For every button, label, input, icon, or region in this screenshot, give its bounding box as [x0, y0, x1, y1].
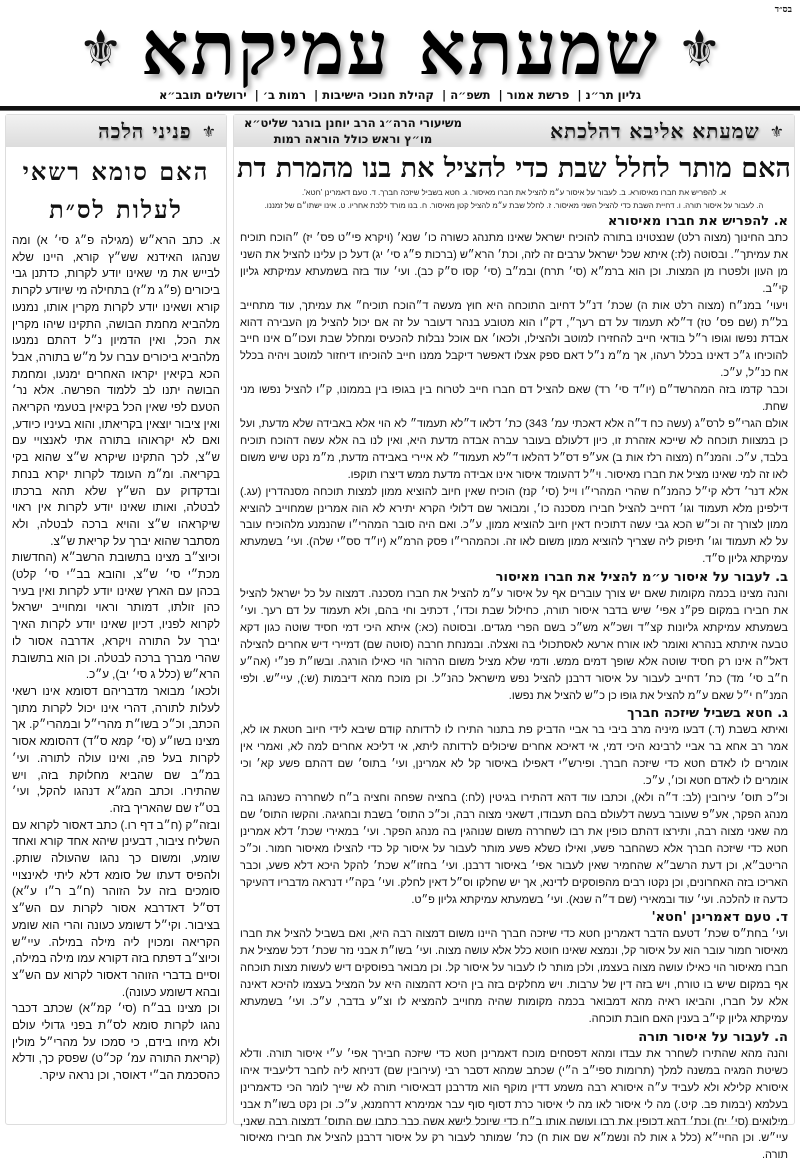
paragraph: וכיוצ״ב מצינו בתשובת הרשב״א (החדשות מכת״י סי׳ ש״צ, והובא בב״י סי׳ קלט) בכהן עם הארץ שאינו יודע לקרות ואין בעיר כהן זולתו, דמותר וראוי ומחוייב ישראל לקרוא לפניו, דכיון שאינו יודע לקרות האיך יברך על התורה ויקרא, אדרבה אסור לו שהרי מברך ברכה לבטלה. וכן הוא בתשובת הרא״ש (כלל ג סי׳ יב), ע״כ. [12, 551, 220, 682]
author-line-1: משיעורי הרה״ג הרב יוחנן בורגר שליט״א [244, 116, 462, 130]
paragraph: ועי׳ בחת״ס שכת׳ דטעם הדבר דאמרינן חטא כדי שיזכה חברך היינו משום דמצוה רבה היא, ואם בשביל להציל את חברו מאיסור חמור עובר הוא על איסור קל, ונמצא שאינו חוטא כלל אלא עושה מצוה. ועי׳ בשו״ת אבני נזר שכת׳ דכל שמציל את חברו מאיסור הוי כאילו עושה מצוה בעצמו, ולכן מותר לו לעבור על איסור קל. וכן מבואר בפוסקים דיש לעשות מצות תוכחה אף במקום שיש בו טורח, ויש בזה דין של ערבות. ויש מחלקים בזה בין היכא דהמצוה היא על המציל בעצמו להיכא דאינה אלא על חברו, והביאו ראיה מהא דמבואר בכמה מקומות שהיה מחוייב להמציא לו וצ״ע בדבר, ע״כ. ועי׳ בשמעתא עמיקתא גליון קי״ב בענין האם חובת תוכחה. [240, 928, 788, 1025]
paragraph: ואיתא בשבת (ד.) דבעו מיניה מרב ביבי בר אביי הדביק פת בתנור התירו לו לרדותה קודם שיבא לידי חיוב חטאת או לא, אמר רב אחא בר אביי לרבינא היכי דמי, אי דאיכא אחרים שיכולים לרדותה ליתא, אי דליכא אחרים למה לא, ואמרי אין אומרים לו לאדם חטא כדי שיזכה חברך. ופירש״י דאפילו באיסור קל לא אמרינן, ועי׳ בתוס׳ שם דהתם פשע קא׳ וכי אומרים לו לאדם חטא וכו׳, ע״כ. [240, 724, 788, 788]
city: ירושלים תובב״א [158, 88, 247, 102]
section-b [234, 569, 794, 704]
bsd-mark: בס״ד [774, 5, 792, 15]
side-article-title [6, 153, 226, 229]
fleur-de-lis-icon: ⚜ [676, 20, 722, 78]
main-column [233, 114, 795, 1162]
paragraph: וכ״כ תוס׳ עירובין (לב: ד״ה ולא), וכתבו עוד דהא דהתירו בגיטין (לח:) בחציה שפחה וחציה ב״ח לשחררה כשנהגו בה מנהג הפקר, אע״פ שעובר בעשה דלעולם בהם תעבודו, דשאני מצוה רבה, וכ״כ התוס׳ בשבת ובחגיגה. והקשו התוס׳ שם מה שאני מצוה רבה, ותירצו דהתם כופין את רבו לשחררה משום שנוהגין בה מנהג הפקר. ועי׳ במאירי שכת׳ דלא אמרינן חטא כדי שיזכה חברך אלא כשהחבר פשע, ואילו כשלא פשע מותר לעבור על איסור קל כדי להצילו מאיסור חמור. וכ״כ הריטב״א, וכן דעת הרשב״א שהחמיר שאין לעבור אפי׳ באיסור דרבנן. ועי׳ בחזו״א שכת׳ להקל היכא דלא פשע, וכבר האריכו בזה האחרונים, וכן נקטו רבים מהפוסקים לדינא, אך יש שחלקו וס״ל דאין לחלק. ועי׳ בקה״י דנראה מדבריו דהעיקר כדעה זו להלכה. ועי׳ עוד ובמאירי (שם ד״ה שנא). ועי׳ בשמעתא עמיקתא גליון פ״ט. [240, 792, 788, 906]
paragraph: וכן מצינו בב״ח (סי׳ קמ״א) שכתב דכבר נהגו לקרות סומא לס״ת בפני גדולי עולם ולא מיחו בידם, כי סמכו על מהרי״ל מולין (קריאת התורה עמ׳ קכ״ט) שפסק כך, ודלא כהסכמת הב״י דאוסר, וכן נראה עיקר. [12, 1002, 220, 1083]
table-of-contents [234, 186, 794, 212]
section-heading: ה. לעבור על איסור תורה [638, 1029, 788, 1045]
paragraph: אלא דנר׳ דלא קי״ל כהמנ״ח שהרי המהרי״ו וייל (סי׳ קנז) הוכיח שאין חיוב להוציא ממון למצות תוכחה מסנהדרין (עג.) דילפינן מלא תעמוד וגו׳ דחייב להציל חבירו מסכנה כו׳, ומבואר שם דלולי הקרא יתירא לא הוה אמרינן שמחוייב להוציא ממון לצורך זה וכ״ש הכא גבי עשה דתוכיח דאין חיוב להוציא ממון, ע״כ. ואם היה סובר המהרי״ו שהנמנע מלהוכיח עובר על לא תעמוד וגו׳ תיפוק ליה שצריך להוציא ממון משום לאו זה. וכהמהרי״ו פסק הרמ״א (יו״ד סס״י שלה). ועי׳ בשמעתא עמיקתא גליון ס״ד. [240, 485, 788, 566]
fleur-de-lis-icon: ⚜ [78, 20, 124, 78]
paragraph: וכבר קדמו בזה המהרשד״ם (יו״ד סי׳ רד) שאם להציל דם חברו חייב לטרוח בין בגופו בין בממונו, ק״ו להציל נפשו מני שחת. [240, 384, 788, 414]
fleur-de-lis-icon: ⚜ [769, 121, 784, 141]
section-heading: ד. טעם דאמרינן 'חטא' [651, 910, 788, 926]
section-d [234, 909, 794, 1027]
section-e [234, 1029, 794, 1164]
main-banner [234, 115, 794, 147]
header-divider [0, 106, 800, 111]
fleur-de-lis-icon: ⚜ [201, 121, 216, 141]
section-heading: א. להפריש את חברו מאיסורא [607, 214, 788, 229]
masthead [0, 6, 800, 92]
section-heading: ב. לעבור על איסור ע״מ להציל את חברו מאיסור [495, 570, 788, 586]
issue-info: גליון תר״נ| פרשת אמור| תשפ״ה| קהילת חנוכי הישיבות| רמות ב׳| ירושלים תובב״א [158, 88, 642, 102]
paragraph: והנה מצינו בכמה מקומות שאם יש צורך עוברים אף על איסור ע״מ להציל את חברו מסכנה. דמצוה על כל ישראל להציל את חבירו במקום פק״נ אפי׳ שיש בדבר איסור תורה, כחילול שבת וכדו׳, דכתיב וחי בהם, ולא תעמוד על דם רעך. ועי׳ בשמעתא עמיקתא גליונות קצ״ד ושכ״א מש״כ בשם הפרי מגדים. ובסוטה (כא:) איתא היכי דמי חסיד שוטה כגון דקא טבעה איתתא בנהרא ואומר לאו אורח ארעא לאסתכולי בה ואצלה. ובמנחת חרבה (סוטה שם) דמיירי דיש אחרים להצילה דאל״ה אינו רק חסיד שוטה אלא שופך דמים ממש. ודמי שלא מציל משום הרהור הוי כאילו הורגה. ובשו״ת פנ״י (אה״ע ח״ב סי׳ מד) כת׳ דחייב לעבור על איסור דרבנן להציל נפש מישראל כהנ״ל. וכן מוכח מהא דיבמות (ש:), עיי״ש. ולפי המנ״ח י״ל שאם ע״מ להציל את גופו כן כ״ש להציל את נפשו. [240, 588, 788, 702]
paragraph: ובזה״ק (ח״ב דף רו.) כתב דאסור לקרוא עם השליח ציבור, דבעינן שיהא אחד קורא ואחד שומע, ומשום כך נהגו שהעולה שותק. ולהפיס דעתו של סומא דלא ליתי לאינצויי סומכים בזה על הזוהר (ח״ב ר״ו ע״א) דס״ל דאדרבא אסור לקרות עם הש״צ בציבור. וקי״ל דשומע כעונה והרי הוא שומע הקריאה ומכוין ליה מילה במילה. עיי״ש וכיוצ״ב דפתח בזה דקורא עמו מילה במילה, וסיים בדברי הזוהר דאסור לקרוא עם הש״צ ובהא דשומע כעונה). [12, 818, 220, 999]
title-line: האם סומא רשאי [22, 157, 210, 186]
paragraph: א. כתב הרא״ש (מגילה פ״ג סי׳ א) ומה שנהגו האידנא שש״ץ קורא, היינו שלא לבייש את מי שאינו יודע לקרות, כדתנן גבי ביכורים (פ״ג מ״ז) בתחילה מי שיודע לקרות קורא ושאינו יודע לקרות מקרין אותו, נמנעו מלהביא מחמת הבושה, התקינו שיהו מקרין את הכל, ואין הדמיון נ״ל דהתם נמנעו מלהביא ביכורים עברו על מ״ש בתורה, אבל הכא בקיאין יקראו האחרים ימנעו, ומחמת הבושה יתנו לב ללמוד הפרשה. אלא נר׳ הטעם לפי שאין הכל בקיאין בטעמי הקריאה ואין ציבור יוצאין בקריאתו, והוא בעיניו כיודע, ואם לא יקראוהו בתורה אתי לאנצויי עם ש״צ, לכך התקינו שיקרא ש״צ שהוא בקי בקריאה. ומ״מ העומד לקרות יקרא בנחת ובדקדוק עם הש״ץ שלא תהא ברכתו לבטלה, ואותו שאינו יודע לקרות אין ראוי שיקראהו ש״צ והויא ברכה לבטלה, ולא מסתבר שהוא יברך על קריאת ש״צ. [12, 234, 220, 548]
author-line-2: מו״ץ וראש כולל הוראה רמות [273, 132, 433, 146]
side-column [5, 114, 227, 1125]
section-a [234, 213, 794, 568]
article-title: האם מותר לחלל שבת כדי להציל את בנו מהמרת דת [237, 153, 791, 184]
newsletter-title: שמעתא עמיקתא [141, 5, 659, 92]
author-credit [244, 115, 462, 147]
section-heading: ג. חטא בשביל שיזכה חברך [627, 706, 788, 722]
paragraph: כתב החינוך (מצוה רלט) שנצטוינו בתורה להוכיח ישראל שאינו מתנהג כשורה כו׳ שנא׳ (ויקרא פי״ט פס׳ יז) ״הוכח תוכיח את עמיתך״. ובסוטה (לז:) איתא שכל ישראל ערבים זה לזה, וכת׳ הרא״ש (ברכות פ״ג סי׳ יג) דעל כן עלינו להציל את השני מן העון ולפטרו מן המצות. וכן הוא ברמ״א (סי׳ תרח) ובמ״ב (סי׳ קסו ס״ק כב). ועי׳ עוד בזה בשמעתא עמיקתא גליון קי״ב. [240, 232, 788, 295]
paragraph: ולכאו׳ מבואר מדבריהם דסומא אינו רשאי לעלות לתורה, דהרי אינו יכול לקרות מתוך הכתב, וכ״כ בשו״ת מהרי״ל ובמהרי״ק. אך מצינו בשו״ע (סי׳ קמא ס״ד) דהסומא אסור לקרות בעל פה, ואינו עולה לתורה. ועי׳ במ״ב שם שהביא מחלוקת בזה, ויש שהתירו. וכתב המג״א דנהגו להקל, ועי׳ בט״ז שם שהאריך בזה. [12, 684, 220, 815]
community: קהילת חנוכי הישיבות [322, 88, 434, 102]
paragraph: והנה מהא שהתירו לשחרר את עבדו ומהא דפסחים מוכח דאמרינן חטא כדי שיזכה חבירך אפי׳ ע״י איסור תורה. ודלא כשיטת המגיה במשנה למלך (תרומות ספי״ב ה״י) שכתב שמהא דסבר רבי (עירובין שם) דניחא ליה לחבר דליעביד איהו איסורא קלילא ולא לעביד ע״ה איסורא רבה משמע דדין מוקף הוא מדרבנן דבאיסורי תורה לא שייך לומר הכי כדאמרינן בעלמא (יבמות פב. קיט.) מה לי איסור לאו מה לי איסור כרת דסוף סוף עבר אמימרא דרחמנא, ע״כ. וכן נקט בשו״ת אבני מילואים (סי׳ יח) וכת׳ דהא דכופין את רבו ועושה אותו ב״ח כדי שיוכל לישא אשה כבר כתבו שם התוס׳ דמצוה רבה שאני, עיי״ש. וכן החיי״א (כלל ג אות לה ונשמ״א שם אות ח) כת׳ שמותר לעבור רק על איסור דרבנן להציל את חבירו מאיסור תורה. [240, 1047, 788, 1162]
toc-line: ה. לעבור על איסור תורה. ו. דחיית השבת כדי להציל השני מאיסור. ז. לחלל שבת ע״מ להציל קטן מאיסור. ח. בנו מורד ללכת אחריו. ט. אינו ישתו״ם של זמננו. [264, 201, 764, 210]
title-line: לעלות לס״ת [49, 195, 183, 224]
issue-number: גליון תר״נ [585, 88, 642, 102]
toc-line: א. להפריש את חברו מאיסורא. ב. לעבור על איסור ע״מ להציל את חברו מאיסור. ג. חטא בשביל שיזכה חברך. ד. טעם דאמרינן 'חטא'. [301, 188, 727, 197]
neighborhood: רמות ב׳ [262, 88, 307, 102]
side-banner-title: פניני הלכה [98, 118, 192, 143]
side-banner [6, 115, 226, 147]
parasha: פרשת אמור [506, 88, 570, 102]
paragraph: ויעוי׳ במנ״ח (מצוה רלט אות ה) שכת׳ דנ״ל דחיוב התוכחה היא חוץ מעשה ד״הוכח תוכיח״ את עמיתך, עוד מתחייב בל״ת (שם פס׳ טז) ד״לא תעמוד על דם רעך״, דק״ו הוא מטובע בנהר דעובר על זה אם יכול להציל מן העבירה דהוא אבדת נפשו וגופו ר״ל בודאי חייב להחזירו למוטב ולהצילו, ולכאו׳ אם אוכל נבלות להכעיס ומחלל שבת ועכו״ם אינו חייב להוכיחו ג״כ דאינו בכלל רעהו, אך מ״מ נ״ל דאם ספק אצלו דאפשר דיקבל ממנו חייב להוכיחו דיחזור למוטב ויהיה בכלל אח כנ״ל, ע״כ. [240, 299, 788, 380]
section-c [234, 705, 794, 908]
year: תשפ״ה [450, 88, 491, 102]
main-banner-title: שמעתא אליבא דהלכתא [550, 118, 760, 143]
paragraph: אולם הגרי״פ לרס״ג (עשה כח ד״ה אלא דאכתי עמ׳ 343) כת׳ דלאו ד״לא תעמוד״ לא הוי אלא באבידה שלא מדעת, ועל כן במצוות תוכחה לא שייכא אזהרת זו, כיון דלעולם בעובר עברה אבדה מדעת היא, ואין לנו בה אלא עשה דהוכח תוכיח בלבד, ע״כ. והמנ״ח (מצוה רלז אות ב) אע״פ דס״ל דהלאו ד״לא תעמוד״ לא איירי באבידה מדעת, מ״מ נקט שיש משום לאו זה למי שאינו מציל את חברו מאיסור. וי״ל דהעומד איסור אינו אבידה מדעת ממש דיצרו תוקפו. [240, 417, 788, 481]
